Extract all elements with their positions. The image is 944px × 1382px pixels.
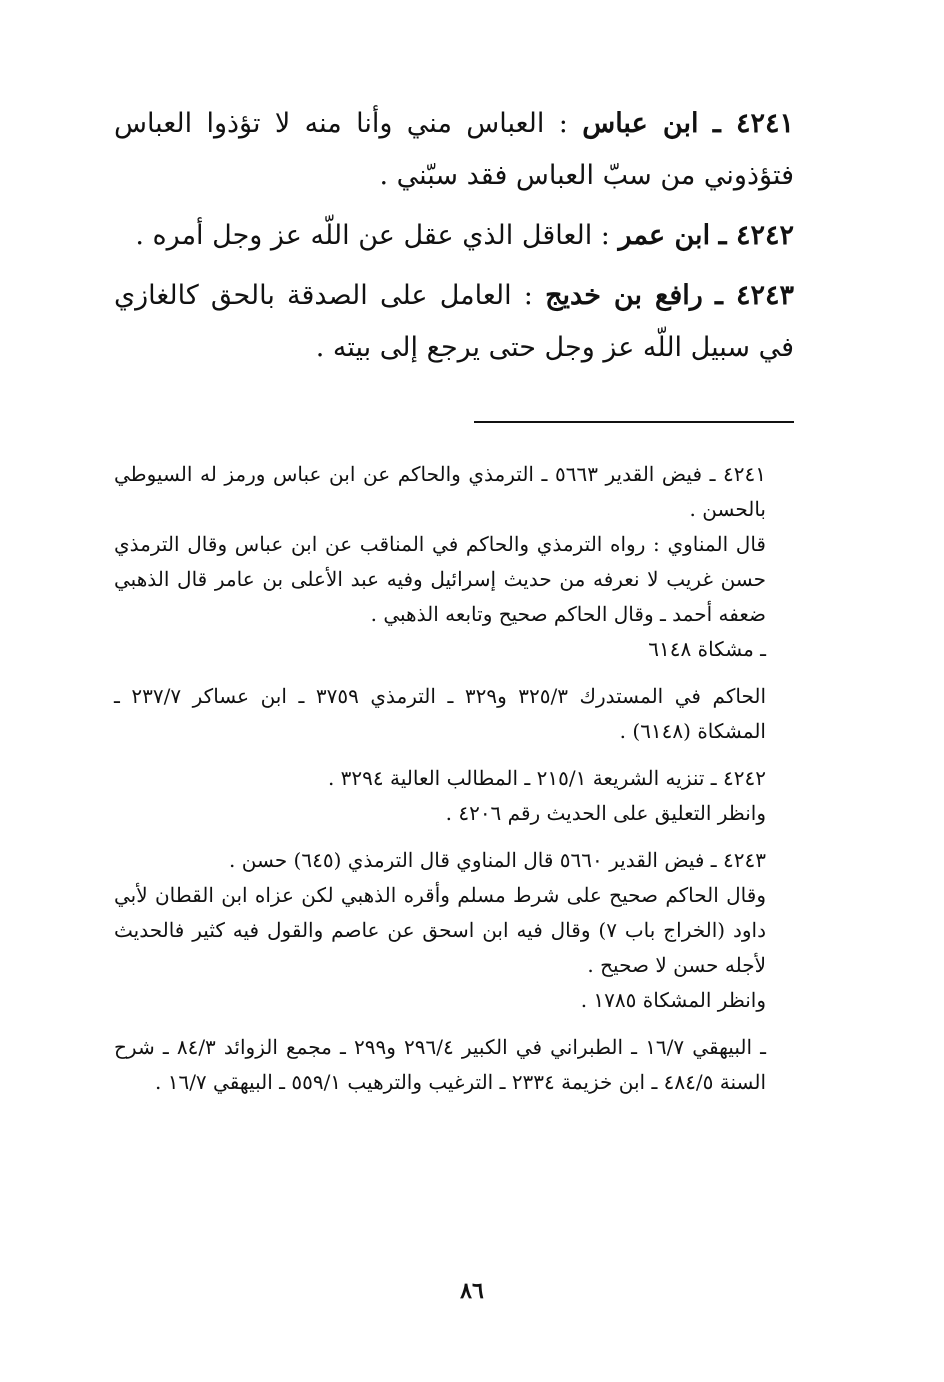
- footnote-line: ـ مشكاة ٦١٤٨: [648, 637, 766, 661]
- hadith-number: ٤٢٤١ ـ: [712, 108, 794, 139]
- hadith-text: : العباس مني وأنا منه لا تؤذوا العباس فتؤذوني من سبّ العباس فقد سبّني .: [114, 108, 794, 191]
- footnote-line: وانظر التعليق على الحديث رقم ٤٢٠٦ .: [445, 801, 766, 825]
- footnote-line: ٤٢٤١ ـ فيض القدير ٥٦٦٣ ـ الترمذي والحاكم عن ابن عباس ورمز له السيوطي بالحسن .: [114, 462, 766, 521]
- hadith-text: : العامل على الصدقة بالحق كالغازي في سبيل اللّه عز وجل حتى يرجع إلى بيته .: [114, 280, 794, 363]
- hadith-text: : العاقل الذي عقل عن اللّه عز وجل أمره .: [135, 220, 610, 251]
- footnote-line: ٤٢٤٢ ـ تنزيه الشريعة ٢١٥/١ ـ المطالب العالية ٣٢٩٤ .: [327, 766, 766, 790]
- hadith-entry-4243: [114, 270, 794, 374]
- hadith-number: ٤٢٤٣ ـ: [715, 280, 794, 311]
- footnote-divider: [474, 421, 794, 423]
- footnote-line: ـ البيهقي ١٦/٧ ـ الطبراني في الكبير ٢٩٦/٤ و٢٩٩ ـ مجمع الزوائد ٨٤/٣ ـ شرح السنة ٤٨٤/٥ ـ ابن خزيمة ٢٣٣٤ ـ الترغيب والترهيب ٥٥٩/١ ـ البيهقي ١٦/٧ .: [114, 1035, 766, 1094]
- hadith-narrator: رافع بن خديج: [545, 280, 703, 311]
- footnote-line: قال المناوي : رواه الترمذي والحاكم في المناقب عن ابن عباس وقال الترمذي حسن غريب لا نعرفه من حديث إسرائيل وفيه عبد الأعلى بن عامر قال الذهبي ضعفه أحمد ـ وقال الحاكم صحيح وتابعه الذهبي .: [114, 532, 766, 626]
- footnote-line: ٤٢٤٣ ـ فيض القدير ٥٦٦٠ قال المناوي قال الترمذي (٦٤٥) حسن .: [229, 848, 766, 872]
- hadith-narrator: ابن عباس: [582, 108, 699, 139]
- page-number: ٨٦: [460, 1278, 484, 1304]
- hadith-entry-4241: [114, 98, 794, 202]
- footnote-line: الحاكم في المستدرك ٣٢٥/٣ و٣٢٩ ـ الترمذي ٣٧٥٩ ـ ابن عساكر ٢٣٧/٧ ـ المشكاة (٦١٤٨) .: [114, 684, 767, 743]
- hadith-narrator: ابن عمر: [618, 220, 711, 251]
- hadith-number: ٤٢٤٢ ـ: [718, 220, 794, 251]
- footnote-line: وقال الحاكم صحيح على شرط مسلم وأقره الذهبي لكن عزاه ابن القطان لأبي داود (الخراج باب ٧) وقال فيه ابن اسحق عن عاصم والقول فيه كثير فالحديث لأجله حسن لا صحيح .: [114, 883, 767, 977]
- footnote-line: وانظر المشكاة ١٧٨٥ .: [580, 988, 766, 1012]
- footnotes: [114, 457, 794, 1100]
- hadith-entry-4242: [114, 210, 794, 262]
- main-text: [114, 98, 794, 382]
